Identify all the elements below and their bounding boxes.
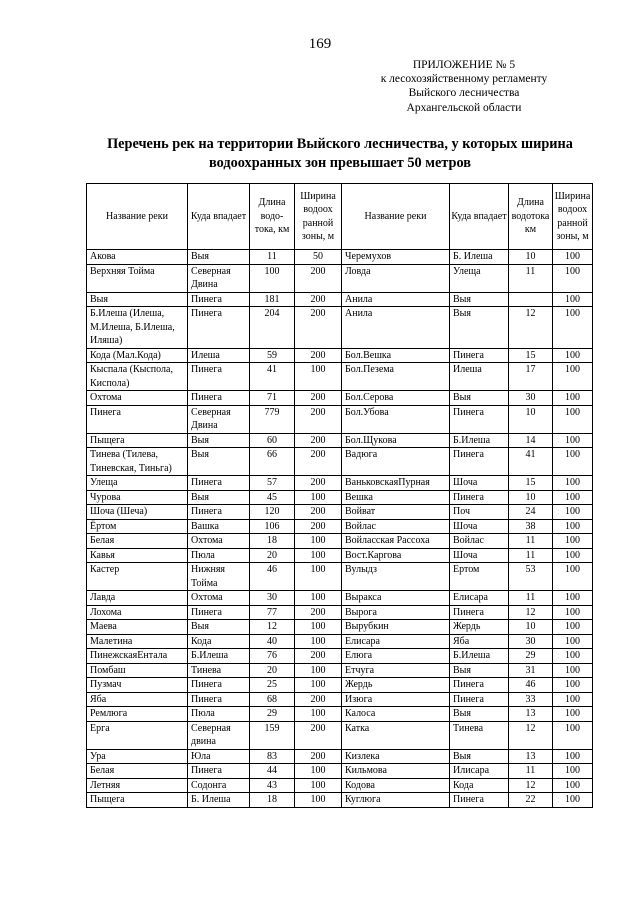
header-zone-width-right: Ширина водоох ранной зоны, м <box>553 184 593 250</box>
appendix-header <box>334 58 594 115</box>
table-row <box>87 692 593 707</box>
length-cell: 20 <box>250 548 295 563</box>
header-zone-width-left: Ширина водоох ранной зоны, м <box>295 184 342 250</box>
inflow-cell: Шоча <box>450 548 509 563</box>
inflow-cell: Ертом <box>450 563 509 591</box>
zone-width-cell: 100 <box>553 634 593 649</box>
table-row <box>87 678 593 693</box>
length-cell: 12 <box>250 620 295 635</box>
length-cell: 59 <box>250 348 295 363</box>
table-row <box>87 519 593 534</box>
zone-width-cell: 100 <box>553 663 593 678</box>
zone-width-cell: 100 <box>553 534 593 549</box>
inflow-cell: Выя <box>450 292 509 307</box>
inflow-cell: Яба <box>450 634 509 649</box>
river-name-cell: Куглюга <box>342 793 450 808</box>
zone-width-cell: 100 <box>553 250 593 265</box>
inflow-cell: Пинега <box>188 476 250 491</box>
zone-width-cell: 100 <box>295 548 342 563</box>
table-row <box>87 490 593 505</box>
river-name-cell: Охтома <box>87 391 188 406</box>
table-row <box>87 663 593 678</box>
appendix-line-1: ПРИЛОЖЕНИЕ № 5 <box>412 59 516 71</box>
zone-width-cell: 200 <box>295 721 342 749</box>
header-river-name-left: Название реки <box>87 184 188 250</box>
zone-width-cell: 200 <box>295 292 342 307</box>
inflow-cell: Выя <box>188 448 250 476</box>
inflow-cell: Вашка <box>188 519 250 534</box>
river-name-cell: Черемухов <box>342 250 450 265</box>
river-name-cell: Помбаш <box>87 663 188 678</box>
zone-width-cell: 100 <box>553 405 593 433</box>
inflow-cell: Пинега <box>450 678 509 693</box>
river-name-cell: Ремлюга <box>87 707 188 722</box>
title-line-2: водоохранных зон превышает 50 метров <box>209 155 471 171</box>
river-name-cell: Кильмова <box>342 764 450 779</box>
zone-width-cell: 100 <box>553 490 593 505</box>
river-name-cell: Вешка <box>342 490 450 505</box>
inflow-cell: Юла <box>188 749 250 764</box>
length-cell: 41 <box>509 448 553 476</box>
river-name-cell: Улеща <box>87 476 188 491</box>
table-row <box>87 433 593 448</box>
appendix-line-2: к лесохозяйственному регламенту <box>380 73 548 86</box>
length-cell: 10 <box>509 250 553 265</box>
zone-width-cell: 100 <box>553 707 593 722</box>
river-name-cell: Катка <box>342 721 450 749</box>
length-cell: 10 <box>509 490 553 505</box>
length-cell: 10 <box>509 620 553 635</box>
length-cell: 41 <box>250 363 295 391</box>
river-name-cell: Шоча (Шеча) <box>87 505 188 520</box>
zone-width-cell: 100 <box>553 505 593 520</box>
inflow-cell: Б.Илеша <box>450 649 509 664</box>
inflow-cell: Пинега <box>450 448 509 476</box>
table-row <box>87 476 593 491</box>
river-name-cell: Бол.Серова <box>342 391 450 406</box>
table-body <box>87 250 593 808</box>
length-cell: 17 <box>509 363 553 391</box>
length-cell: 204 <box>250 307 295 349</box>
length-cell: 13 <box>509 707 553 722</box>
inflow-cell: Пинега <box>188 363 250 391</box>
length-cell: 15 <box>509 348 553 363</box>
length-cell: 22 <box>509 793 553 808</box>
river-name-cell: Кавья <box>87 548 188 563</box>
length-cell: 38 <box>509 519 553 534</box>
length-cell: 11 <box>509 534 553 549</box>
river-name-cell: ВаньковскаяПурная <box>342 476 450 491</box>
length-cell: 43 <box>250 778 295 793</box>
table-row <box>87 721 593 749</box>
river-name-cell: Елисара <box>342 634 450 649</box>
table-row <box>87 405 593 433</box>
river-name-cell: Лохома <box>87 605 188 620</box>
river-name-cell: Бол.Вешка <box>342 348 450 363</box>
length-cell: 71 <box>250 391 295 406</box>
length-cell: 12 <box>509 605 553 620</box>
river-name-cell: Анила <box>342 307 450 349</box>
inflow-cell: Пинега <box>188 678 250 693</box>
zone-width-cell: 100 <box>295 363 342 391</box>
inflow-cell: Тинева <box>450 721 509 749</box>
zone-width-cell: 100 <box>553 519 593 534</box>
zone-width-cell: 100 <box>295 678 342 693</box>
inflow-cell: Пюла <box>188 707 250 722</box>
inflow-cell: Войлас <box>450 534 509 549</box>
length-cell: 18 <box>250 793 295 808</box>
length-cell: 77 <box>250 605 295 620</box>
table-row <box>87 563 593 591</box>
zone-width-cell: 200 <box>295 391 342 406</box>
page-number: 169 <box>308 36 332 52</box>
length-cell: 12 <box>509 778 553 793</box>
zone-width-cell: 100 <box>553 264 593 292</box>
river-name-cell: Пыщега <box>87 433 188 448</box>
river-name-cell: Бол.Убова <box>342 405 450 433</box>
zone-width-cell: 200 <box>295 649 342 664</box>
table-row <box>87 548 593 563</box>
zone-width-cell: 200 <box>295 433 342 448</box>
zone-width-cell: 100 <box>295 591 342 606</box>
river-name-cell: Выя <box>87 292 188 307</box>
river-name-cell: Акова <box>87 250 188 265</box>
river-name-cell: Бол.Щукова <box>342 433 450 448</box>
rivers-table <box>86 183 593 808</box>
river-name-cell: Ерга <box>87 721 188 749</box>
table-row <box>87 363 593 391</box>
zone-width-cell: 200 <box>295 605 342 620</box>
zone-width-cell: 100 <box>553 764 593 779</box>
zone-width-cell: 100 <box>553 563 593 591</box>
river-name-cell: Лавда <box>87 591 188 606</box>
table-row <box>87 649 593 664</box>
length-cell: 76 <box>250 649 295 664</box>
table-row <box>87 764 593 779</box>
inflow-cell: Б.Илеша <box>450 433 509 448</box>
zone-width-cell: 200 <box>295 307 342 349</box>
length-cell <box>509 292 553 307</box>
length-cell: 100 <box>250 264 295 292</box>
inflow-cell: Выя <box>450 663 509 678</box>
inflow-cell: Пинега <box>188 764 250 779</box>
zone-width-cell: 100 <box>553 778 593 793</box>
length-cell: 12 <box>509 307 553 349</box>
length-cell: 24 <box>509 505 553 520</box>
river-name-cell: ПинежскаяЕнтала <box>87 649 188 664</box>
river-name-cell: Кастер <box>87 563 188 591</box>
length-cell: 18 <box>250 534 295 549</box>
length-cell: 31 <box>509 663 553 678</box>
inflow-cell: Содонга <box>188 778 250 793</box>
length-cell: 11 <box>250 250 295 265</box>
river-name-cell: Белая <box>87 534 188 549</box>
length-cell: 11 <box>509 548 553 563</box>
inflow-cell: Выя <box>188 250 250 265</box>
zone-width-cell: 200 <box>295 448 342 476</box>
zone-width-cell: 100 <box>553 591 593 606</box>
zone-width-cell: 100 <box>553 721 593 749</box>
inflow-cell: Пюла <box>188 548 250 563</box>
inflow-cell: Пинега <box>450 692 509 707</box>
river-name-cell: Кизлека <box>342 749 450 764</box>
table-row <box>87 778 593 793</box>
river-name-cell: Вост.Каргова <box>342 548 450 563</box>
length-cell: 30 <box>509 634 553 649</box>
zone-width-cell: 100 <box>295 663 342 678</box>
river-name-cell: Ёртом <box>87 519 188 534</box>
length-cell: 181 <box>250 292 295 307</box>
zone-width-cell: 100 <box>553 692 593 707</box>
river-name-cell: Ловда <box>342 264 450 292</box>
zone-width-cell: 100 <box>553 363 593 391</box>
inflow-cell: Выя <box>188 433 250 448</box>
inflow-cell: Илисара <box>450 764 509 779</box>
table-row <box>87 591 593 606</box>
length-cell: 11 <box>509 264 553 292</box>
zone-width-cell: 200 <box>295 264 342 292</box>
table-row <box>87 448 593 476</box>
zone-width-cell: 100 <box>295 563 342 591</box>
zone-width-cell: 100 <box>553 620 593 635</box>
table-row <box>87 707 593 722</box>
zone-width-cell: 100 <box>295 620 342 635</box>
river-name-cell: Кыспала (Кыспола, Киспола) <box>87 363 188 391</box>
inflow-cell: Шоча <box>450 519 509 534</box>
table-row <box>87 620 593 635</box>
zone-width-cell: 200 <box>295 405 342 433</box>
table-row <box>87 505 593 520</box>
inflow-cell: Пинега <box>188 391 250 406</box>
table-row <box>87 250 593 265</box>
inflow-cell: Илеша <box>188 348 250 363</box>
table-header-row <box>87 184 593 250</box>
inflow-cell: Пинега <box>450 490 509 505</box>
header-inflow-right: Куда впадает <box>450 184 509 250</box>
river-name-cell: Яба <box>87 692 188 707</box>
river-name-cell: Тинева (Тилева, Тиневская, Тиньга) <box>87 448 188 476</box>
inflow-cell: Поч <box>450 505 509 520</box>
river-name-cell: Маева <box>87 620 188 635</box>
zone-width-cell: 100 <box>295 764 342 779</box>
zone-width-cell: 100 <box>553 678 593 693</box>
river-name-cell: Анила <box>342 292 450 307</box>
length-cell: 45 <box>250 490 295 505</box>
river-name-cell: Калоса <box>342 707 450 722</box>
river-name-cell: Изюга <box>342 692 450 707</box>
zone-width-cell: 200 <box>295 476 342 491</box>
river-name-cell: Малетина <box>87 634 188 649</box>
table-row <box>87 749 593 764</box>
zone-width-cell: 200 <box>295 505 342 520</box>
length-cell: 25 <box>250 678 295 693</box>
zone-width-cell: 100 <box>553 605 593 620</box>
zone-width-cell: 100 <box>295 793 342 808</box>
length-cell: 13 <box>509 749 553 764</box>
river-name-cell: Кодова <box>342 778 450 793</box>
inflow-cell: Пинега <box>450 605 509 620</box>
length-cell: 29 <box>509 649 553 664</box>
table-row <box>87 391 593 406</box>
table-row <box>87 793 593 808</box>
length-cell: 779 <box>250 405 295 433</box>
river-name-cell: Войват <box>342 505 450 520</box>
header-river-name-right: Название реки <box>342 184 450 250</box>
inflow-cell: Пинега <box>188 605 250 620</box>
table-row <box>87 292 593 307</box>
inflow-cell: Пинега <box>450 348 509 363</box>
inflow-cell: Елисара <box>450 591 509 606</box>
inflow-cell: Охтома <box>188 591 250 606</box>
inflow-cell: Пинега <box>188 307 250 349</box>
inflow-cell: Северная Двина <box>188 264 250 292</box>
inflow-cell: Кода <box>188 634 250 649</box>
length-cell: 120 <box>250 505 295 520</box>
document-title <box>60 135 620 173</box>
length-cell: 57 <box>250 476 295 491</box>
inflow-cell: Выя <box>188 490 250 505</box>
length-cell: 30 <box>509 391 553 406</box>
zone-width-cell: 100 <box>553 391 593 406</box>
length-cell: 106 <box>250 519 295 534</box>
length-cell: 20 <box>250 663 295 678</box>
zone-width-cell: 100 <box>553 749 593 764</box>
inflow-cell: Выя <box>450 391 509 406</box>
river-name-cell: Вулыдз <box>342 563 450 591</box>
zone-width-cell: 100 <box>295 534 342 549</box>
length-cell: 53 <box>509 563 553 591</box>
length-cell: 11 <box>509 764 553 779</box>
river-name-cell: Пинега <box>87 405 188 433</box>
appendix-line-4: Архангельской области <box>406 101 522 114</box>
river-name-cell: Вадюга <box>342 448 450 476</box>
length-cell: 46 <box>509 678 553 693</box>
table-row <box>87 307 593 349</box>
length-cell: 159 <box>250 721 295 749</box>
zone-width-cell: 100 <box>553 292 593 307</box>
inflow-cell: Б. Илеша <box>188 793 250 808</box>
length-cell: 30 <box>250 591 295 606</box>
river-name-cell: Жердь <box>342 678 450 693</box>
inflow-cell: Жердь <box>450 620 509 635</box>
river-name-cell: Летняя <box>87 778 188 793</box>
table-row <box>87 634 593 649</box>
zone-width-cell: 200 <box>295 692 342 707</box>
inflow-cell: Шоча <box>450 476 509 491</box>
river-name-cell: Верхняя Тойма <box>87 264 188 292</box>
river-name-cell: Белая <box>87 764 188 779</box>
table-row <box>87 264 593 292</box>
length-cell: 60 <box>250 433 295 448</box>
zone-width-cell: 200 <box>295 749 342 764</box>
inflow-cell: Илеша <box>450 363 509 391</box>
table-row <box>87 534 593 549</box>
river-name-cell: Войласская Рассоха <box>342 534 450 549</box>
inflow-cell: Выя <box>450 307 509 349</box>
zone-width-cell: 50 <box>295 250 342 265</box>
river-name-cell: Б.Илеша (Илеша, М.Илеша, Б.Илеша, Иляша) <box>87 307 188 349</box>
appendix-line-3: Выйского лесничества <box>408 87 520 100</box>
zone-width-cell: 100 <box>295 707 342 722</box>
inflow-cell: Пинега <box>188 505 250 520</box>
river-name-cell: Пузмач <box>87 678 188 693</box>
river-name-cell: Елюга <box>342 649 450 664</box>
length-cell: 83 <box>250 749 295 764</box>
length-cell: 44 <box>250 764 295 779</box>
inflow-cell: Охтома <box>188 534 250 549</box>
zone-width-cell: 100 <box>295 778 342 793</box>
inflow-cell: Северная двина <box>188 721 250 749</box>
zone-width-cell: 100 <box>295 490 342 505</box>
table-row <box>87 348 593 363</box>
river-name-cell: Етчуга <box>342 663 450 678</box>
inflow-cell: Б. Илеша <box>450 250 509 265</box>
inflow-cell: Пинега <box>450 793 509 808</box>
river-name-cell: Выракса <box>342 591 450 606</box>
zone-width-cell: 100 <box>553 548 593 563</box>
inflow-cell: Выя <box>450 749 509 764</box>
length-cell: 29 <box>250 707 295 722</box>
zone-width-cell: 200 <box>295 519 342 534</box>
inflow-cell: Б.Илеша <box>188 649 250 664</box>
length-cell: 10 <box>509 405 553 433</box>
inflow-cell: Улеща <box>450 264 509 292</box>
zone-width-cell: 100 <box>553 348 593 363</box>
table-row <box>87 605 593 620</box>
zone-width-cell: 100 <box>553 433 593 448</box>
river-name-cell: Войлас <box>342 519 450 534</box>
header-inflow-left: Куда впадает <box>188 184 250 250</box>
length-cell: 66 <box>250 448 295 476</box>
header-length-right: Длина водотока км <box>509 184 553 250</box>
zone-width-cell: 100 <box>553 448 593 476</box>
inflow-cell: Пинега <box>188 292 250 307</box>
river-name-cell: Вырога <box>342 605 450 620</box>
zone-width-cell: 100 <box>553 649 593 664</box>
length-cell: 33 <box>509 692 553 707</box>
length-cell: 15 <box>509 476 553 491</box>
title-line-1: Перечень рек на территории Выйского лесничества, у которых ширина <box>107 136 573 152</box>
zone-width-cell: 100 <box>553 307 593 349</box>
length-cell: 12 <box>509 721 553 749</box>
length-cell: 40 <box>250 634 295 649</box>
inflow-cell: Нижняя Тойма <box>188 563 250 591</box>
inflow-cell: Пинега <box>188 692 250 707</box>
inflow-cell: Кода <box>450 778 509 793</box>
river-name-cell: Бол.Пезема <box>342 363 450 391</box>
river-name-cell: Чурова <box>87 490 188 505</box>
inflow-cell: Выя <box>188 620 250 635</box>
inflow-cell: Пинега <box>450 405 509 433</box>
length-cell: 14 <box>509 433 553 448</box>
inflow-cell: Выя <box>450 707 509 722</box>
river-name-cell: Пыщега <box>87 793 188 808</box>
inflow-cell: Тинева <box>188 663 250 678</box>
length-cell: 11 <box>509 591 553 606</box>
zone-width-cell: 100 <box>295 634 342 649</box>
zone-width-cell: 200 <box>295 348 342 363</box>
zone-width-cell: 100 <box>553 793 593 808</box>
length-cell: 46 <box>250 563 295 591</box>
length-cell: 68 <box>250 692 295 707</box>
river-name-cell: Кода (Мал.Кода) <box>87 348 188 363</box>
inflow-cell: Северная Двина <box>188 405 250 433</box>
header-length-left: Длина водо-тока, км <box>250 184 295 250</box>
river-name-cell: Ура <box>87 749 188 764</box>
river-name-cell: Вырубкин <box>342 620 450 635</box>
zone-width-cell: 100 <box>553 476 593 491</box>
